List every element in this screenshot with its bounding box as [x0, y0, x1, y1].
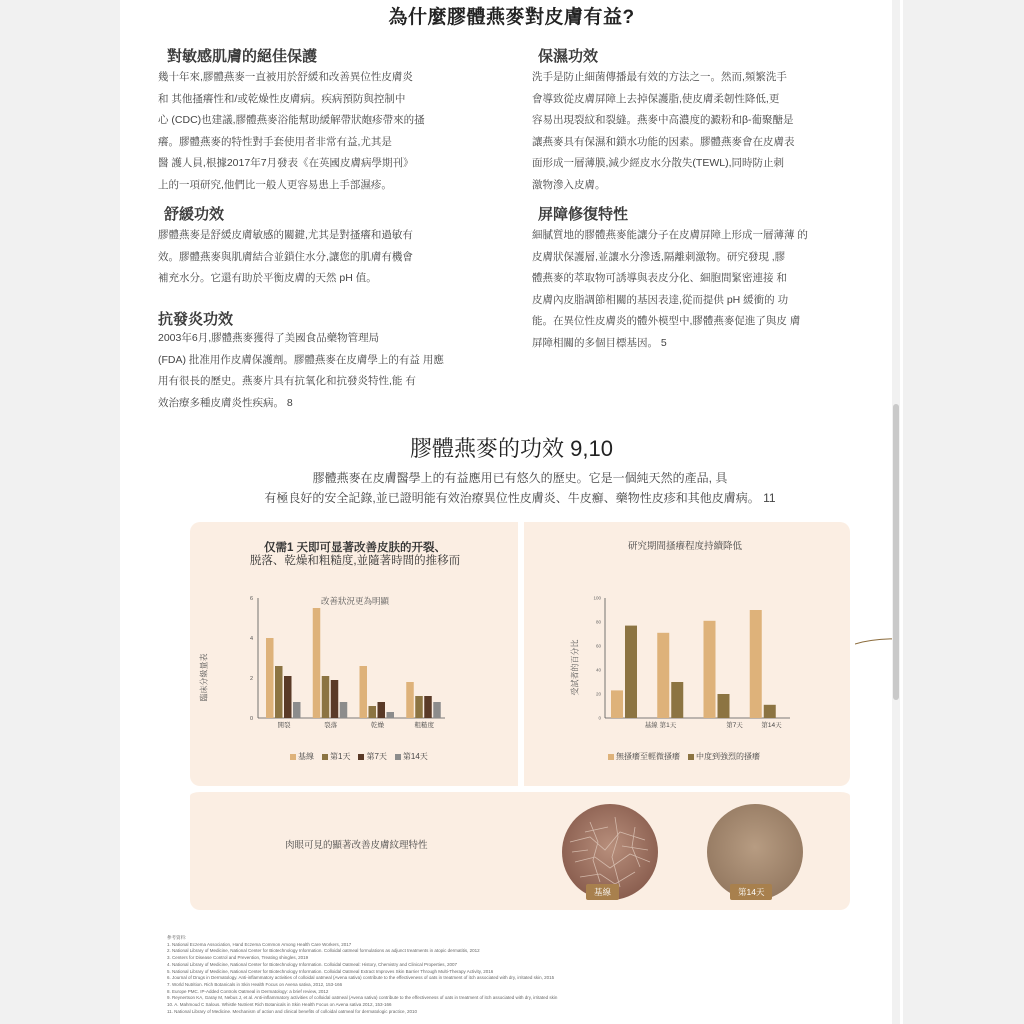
reference-item: 1. National Eczema Association, Hand Eczema Common Among Health Care Workers, 2017	[167, 941, 352, 947]
reference-item: 9. Reynertson KA, Garay M, Nebus J, et al. Anti-inflammatory activities of colloidal oatmeal (Avena sativa) contribute to the effectiveness of oats in treatment of itch associated with dry, irritated skin	[167, 995, 558, 1001]
section-title-barrier: 屏障修復特性	[538, 206, 629, 223]
legend-item	[290, 751, 314, 762]
text-line: 膠體燕麥在皮膚醫學上的有益應用已有悠久的歷史。它是一個純天然的產品, 具	[312, 471, 728, 485]
text-line: 癢。膠體燕麥的特性對手套使用者非常有益,尤其是	[158, 135, 392, 148]
legend-swatch	[358, 754, 364, 760]
text-line: 細膩質地的膠體燕麥能讓分子在皮膚屏障上形成一層薄薄 的	[532, 229, 808, 241]
chart-1-card	[190, 522, 520, 786]
y-tick-label: 6	[249, 596, 253, 602]
text-line: 有極良好的安全記錄,並已證明能有效治療異位性皮膚炎、牛皮癬、藥物性皮疹和其他皮膚病。 11	[264, 491, 776, 505]
text-line: 體燕麥的萃取物可誘導與表皮分化、細胞間緊密連接 和	[532, 272, 787, 284]
text-line: 能。在異位性皮膚炎的體外模型中,膠體燕麥促進了與皮 膚	[532, 315, 801, 327]
legend-swatch	[608, 754, 614, 760]
legend-label: 無搔癢至輕微搔癢	[616, 752, 680, 761]
chart-1-title	[190, 542, 520, 568]
bar	[322, 676, 330, 718]
chart-1-title-line: 仅需1 天即可显著改善皮肤的开裂、	[263, 542, 447, 554]
legend-item	[322, 751, 350, 762]
legend-item	[608, 751, 680, 762]
reference-item: 3. Centers for Disease Control and Prevention, Treating shingles, 2019	[167, 955, 309, 961]
text-line: 面形成一層薄膜,減少經皮水分散失(TEWL),同時防止刺	[532, 157, 784, 169]
bar	[415, 696, 423, 718]
text-line: 洗手是防止細菌傳播最有效的方法之一。然而,頻繁洗手	[532, 71, 787, 83]
legend-swatch	[322, 754, 328, 760]
bar	[313, 608, 321, 718]
bar	[293, 702, 301, 718]
text-line: 2003年6月,膠體燕麥獲得了美國食品藥物管理局	[158, 332, 380, 344]
y-tick-label: 4	[249, 636, 253, 642]
text-line: 會導致從皮膚屏障上去掉保護脂,使皮膚柔韌性降低,更	[532, 92, 780, 105]
document-page	[120, 0, 903, 1024]
x-tick-label: 第7天	[726, 722, 743, 729]
chart-2-legend	[608, 751, 760, 762]
legend-label: 第1天	[330, 752, 351, 761]
reference-item: 6. Journal of Drugs in Dermatology. Anti-inflammatory activities of colloidal oatmeal (Avena sativa) contribute to the effectiveness of oats in treatment of itch associated with dry, irritated skin, 2015	[167, 975, 555, 981]
efficacy-description	[200, 468, 840, 508]
reference-item: 8. Europe PMC. IP-Added Controls Oatmeal in Dermatology: a brief review, 2012	[167, 988, 329, 994]
bar	[340, 702, 348, 718]
y-tick-label: 80	[595, 619, 601, 625]
texture-panel	[190, 786, 850, 910]
section-title-moisturizing: 保濕功效	[538, 48, 599, 65]
section-text-sensitive	[158, 67, 478, 196]
section-text-soothing	[158, 225, 478, 290]
legend-label: 中度到強烈的搔癢	[696, 752, 760, 761]
y-tick-label: 0	[598, 715, 601, 721]
efficacy-title: 膠體燕麥的功效 9,10	[410, 436, 613, 461]
reference-item: 5. National Library of Medicine, National Center for Biotechnology Information. Colloidal Oatmeal Extract Improves Skin Barrier Through Multi-Therapy Activity, 2016	[167, 968, 494, 974]
chart-2-card	[520, 522, 850, 786]
y-tick-label: 100	[593, 595, 601, 601]
x-tick-label: 基線 第1天	[644, 722, 677, 729]
legend-item	[688, 751, 760, 762]
reference-item: 7. World Nutrition. Rich Botanicals in Skin Health Focus on Avena sativa, 2012, 153-166	[167, 981, 343, 987]
y-tick-label: 2	[249, 676, 253, 682]
bar	[266, 638, 274, 718]
references	[167, 935, 767, 1015]
chart-1-ylabel: 臨床分級量表	[199, 653, 209, 702]
y-tick-label: 40	[595, 667, 601, 673]
page-title: 為什麼膠體燕麥對皮膚有益?	[388, 7, 635, 28]
text-line: 醫 護人員,根據2017年7月發表《在英國皮膚病學期刊》	[158, 157, 414, 169]
legend-label: 基線	[298, 752, 314, 761]
legend-swatch	[395, 754, 401, 760]
x-tick-label: 第14天	[761, 722, 782, 729]
text-line: 心 (CDC)也建議,膠體燕麥浴能幫助緩解帶狀皰疹帶來的搔	[158, 114, 425, 126]
reference-item: 10. A. Mahmoud C Salous. Whistle Nutrient Rich Botanicals in Skin Health Focus on Avena sativa 2012, 153-166	[167, 1002, 392, 1008]
section-text-barrier	[532, 225, 882, 354]
section-title-anti-inflammatory: 抗發炎功效	[158, 311, 234, 328]
text-line: 激物滲入皮膚。	[532, 178, 606, 191]
x-tick-label: 粗糙度	[414, 722, 434, 729]
y-tick-label: 0	[249, 716, 253, 722]
bar	[387, 712, 395, 718]
bar	[704, 621, 716, 718]
reference-item: 參考資料:	[167, 935, 187, 940]
bar	[750, 610, 762, 718]
bar	[369, 706, 377, 718]
text-line: 讓燕麥具有保濕和鎖水功能的因素。膠體燕麥會在皮膚表	[532, 135, 795, 148]
bar	[625, 626, 637, 718]
texture-label: 肉眼可見的顯著改善皮膚紋理特性	[285, 840, 428, 851]
scrollbar-thumb[interactable]	[893, 404, 899, 700]
bar	[360, 666, 368, 718]
text-line: 皮膚內皮脂調節相關的基因表達,從而提供 pH 緩衝的 功	[532, 293, 789, 306]
chart-2-title: 研究期間搔癢程度持續降低	[627, 541, 742, 552]
text-line: 膠體燕麥是舒緩皮膚敏感的關鍵,尤其是對搔癢和過敏有	[158, 229, 413, 241]
bar	[764, 705, 776, 718]
bar	[378, 702, 386, 718]
section-title-sensitive: 對敏感肌膚的絕佳保護	[167, 48, 318, 65]
bar	[275, 666, 283, 718]
chart-1-title-line: 脱落、乾燥和粗糙度,並隨著時間的推移而	[249, 555, 461, 567]
reference-item: 11. National Library of Medicine. Mechanism of action and clinical benefits of colloidal oatmeal for dermatologic practice, 2010	[167, 1008, 418, 1014]
before-badge: 基線	[586, 884, 619, 900]
legend-label: 第7天	[366, 752, 387, 761]
text-line: 上的一項研究,他們比一般人更容易患上手部濕疹。	[158, 178, 392, 191]
text-line: 效。膠體燕麥與肌膚結合並鎖住水分,讓您的肌膚有機會	[158, 250, 413, 263]
bar	[611, 690, 623, 718]
chart-2-ylabel: 受試者的百分比	[570, 639, 580, 696]
y-tick-label: 20	[595, 691, 601, 697]
text-line: (FDA) 批准用作皮膚保護劑。膠體燕麥在皮膚學上的有益 用應	[158, 353, 444, 366]
section-text-anti-inflammatory	[158, 328, 488, 414]
after-badge: 第14天	[730, 884, 772, 900]
bar	[433, 702, 441, 718]
section-title-soothing: 舒緩功效	[164, 206, 225, 223]
text-line: 用有很長的歷史。燕麥片具有抗氧化和抗發炎特性,能 有	[158, 375, 416, 387]
chart-1-subtitle: 改善狀況更為明顯	[320, 596, 389, 606]
bar	[671, 682, 683, 718]
text-line: 容易出現裂紋和裂縫。燕麥中高濃度的澱粉和β-葡聚醣是	[532, 114, 794, 126]
bar	[331, 680, 339, 718]
bar	[406, 682, 414, 718]
legend-item	[358, 751, 386, 762]
section-text-moisturizing	[532, 67, 872, 196]
legend-label: 第14天	[402, 752, 428, 761]
panel-divider	[518, 522, 524, 786]
text-line: 效治療多種皮膚炎性疾病。 8	[158, 396, 293, 409]
bar	[657, 633, 669, 718]
bar	[424, 696, 432, 718]
text-line: 和 其他搔癢性和/或乾燥性皮膚病。疾病預防與控制中	[158, 92, 406, 105]
chart-1-legend	[290, 751, 428, 762]
reference-item: 4. National Library of Medicine, National Center for Biotechnology Information. Colloidal Oatmeal: History, Chemistry and Clinical Properties, 2007	[167, 961, 458, 967]
x-tick-label: 開裂	[277, 722, 291, 729]
text-line: 屏障相關的多個目標基因。 5	[532, 336, 667, 349]
text-line: 幾十年來,膠體燕麥一直被用於舒緩和改善異位性皮膚炎	[158, 71, 413, 83]
text-line: 皮膚狀保護層,並讓水分滲透,隔離刺激物。研究發現 ,膠	[532, 250, 786, 263]
bar	[718, 694, 730, 718]
y-tick-label: 60	[595, 643, 601, 649]
x-tick-label: 裂落	[324, 722, 338, 729]
bar	[284, 676, 292, 718]
legend-item	[395, 751, 428, 762]
legend-swatch	[290, 754, 296, 760]
text-line: 補充水分。它還有助於平衡皮膚的天然 pH 值。	[158, 272, 377, 284]
x-tick-label: 乾燥	[371, 722, 384, 729]
reference-item: 2. National Library of Medicine, National Center for Biotechnology Information. Colloidal oatmeal formulations as adjunct treatments in atopic dermatitis, 2012	[167, 948, 480, 954]
charts-panel	[190, 522, 850, 786]
legend-swatch	[688, 754, 694, 760]
